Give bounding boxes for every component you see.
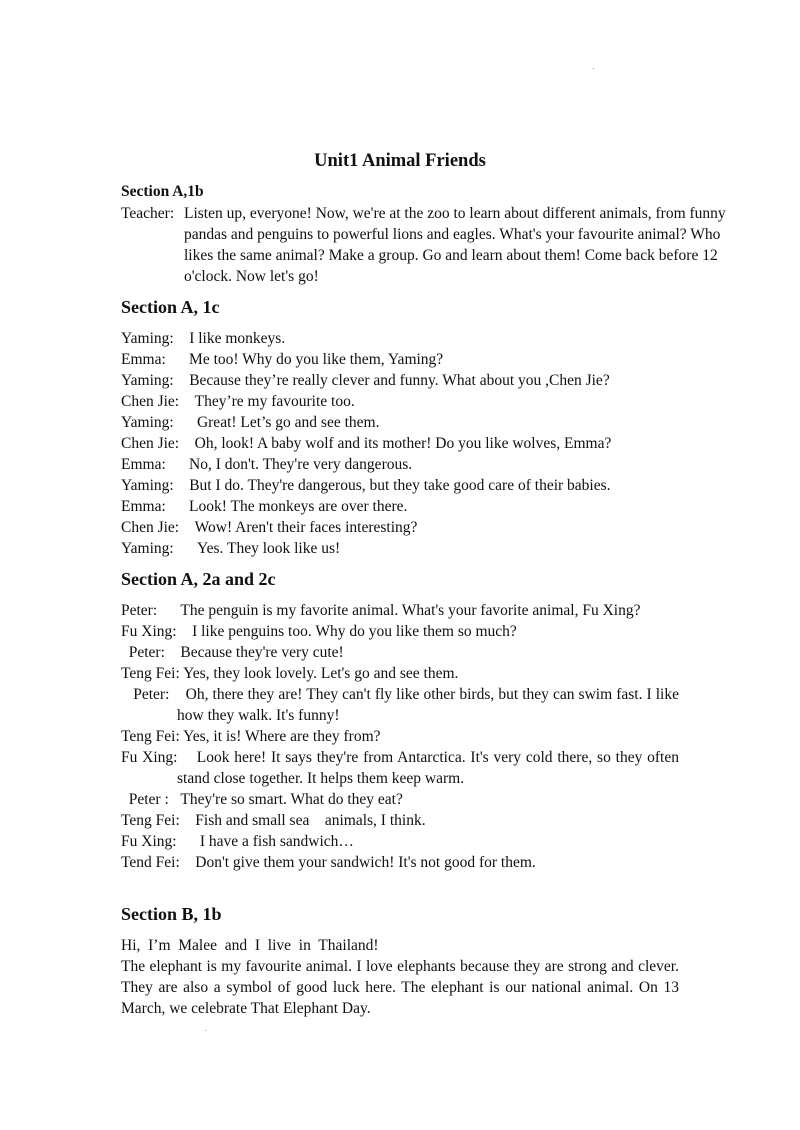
page-title: Unit1 Animal Friends — [314, 151, 486, 171]
elephant-paragraph: The elephant is my favourite animal. I love elephants because they are strong and clever. They are also a symbol of good luck here. The elephant is our national animal. On 13 March, we celebrate That Elephant Day. — [121, 958, 679, 1017]
malee-intro: Hi, I’m Malee and I live in Thailand! — [121, 937, 379, 954]
teacher-speaker: Teacher: — [121, 205, 175, 222]
teacher-text: Listen up, everyone! Now, we're at the zoo to learn about different animals, from funny pandas and penguins to powerful lions and eagles. What's your favourite animal? Who likes the same animal? Make a group. Go and learn about them! Come back before 12 o'clock. Now let's go! — [184, 205, 726, 285]
speaker: Fu Xing: — [121, 749, 178, 766]
line-text: Don't give them your sandwich! It's not good for them. — [195, 854, 536, 871]
speaker: Peter: — [121, 602, 158, 619]
line-text: No, I don't. They're very dangerous. — [189, 456, 413, 473]
dialogue-line — [121, 852, 679, 873]
line-text: But I do. They're dangerous, but they take good care of their babies. — [189, 477, 611, 494]
line-text: They’re my favourite too. — [194, 393, 355, 410]
teacher-paragraph — [121, 203, 742, 287]
speaker: Teng Fei: — [121, 728, 180, 745]
dialogue-line — [121, 747, 679, 789]
speaker: Peter: — [133, 686, 170, 703]
speck-bottom — [205, 1030, 206, 1031]
speaker: Fu Xing: — [121, 833, 177, 850]
speaker: Teng Fei: — [121, 665, 180, 682]
dialogue-line — [121, 726, 679, 747]
line-text: I like monkeys. — [189, 330, 286, 347]
line-text: Oh, look! A baby wolf and its mother! Do you like wolves, Emma? — [194, 435, 612, 452]
speaker: Tend Fei: — [121, 854, 180, 871]
dialogue-line — [121, 789, 679, 810]
line-text: Because they're very cute! — [180, 644, 344, 661]
dialogue-line — [121, 391, 679, 412]
dialogue-line — [121, 600, 679, 621]
speaker: Yaming: — [121, 414, 174, 431]
line-text: They're so smart. What do they eat? — [180, 791, 403, 808]
section-a-1b-heading: Section A,1b — [121, 183, 204, 200]
speaker: Yaming: — [121, 372, 174, 389]
speaker: Emma: — [121, 351, 166, 368]
line-text: Yes, it is! Where are they from? — [183, 728, 381, 745]
line-text: Wow! Aren't their faces interesting? — [194, 519, 418, 536]
dialogue-line — [121, 684, 679, 726]
speaker: Peter : — [128, 791, 169, 808]
line-text: Yes, they look lovely. Let's go and see them. — [183, 665, 459, 682]
line-text: The penguin is my favorite animal. What's your favorite animal, Fu Xing? — [180, 602, 641, 619]
speaker: Emma: — [121, 498, 166, 515]
dialogue-line — [121, 810, 679, 831]
line-text: Look here! It says they're from Antarctica. It's very cold there, so they often stand close together. It helps them keep warm. — [177, 749, 679, 787]
line-text: Oh, there they are! They can't fly like other birds, but they can swim fast. I like how they walk. It's funny! — [177, 686, 679, 724]
speaker: Yaming: — [121, 540, 174, 557]
line-text: Because they’re really clever and funny. What about you ,Chen Jie? — [189, 372, 610, 389]
speaker: Fu Xing: — [121, 623, 177, 640]
speaker: Chen Jie: — [121, 519, 180, 536]
line-text: I like penguins too. Why do you like them so much? — [192, 623, 517, 640]
dialogue-line — [121, 475, 679, 496]
section-b-1b-heading: Section B, 1b — [121, 904, 222, 924]
dialogue-line — [121, 621, 679, 642]
dialogue-line — [121, 517, 679, 538]
dialogue-line — [121, 370, 679, 391]
line-text: Fish and small sea animals, I think. — [195, 812, 426, 829]
speaker: Chen Jie: — [121, 393, 180, 410]
section-a-2a-heading: Section A, 2a and 2c — [121, 569, 276, 589]
dialogue-line — [121, 433, 679, 454]
speaker: Peter: — [128, 644, 165, 661]
speaker: Yaming: — [121, 477, 174, 494]
line-text: Great! Let’s go and see them. — [196, 414, 380, 431]
section-a-1c-heading: Section A, 1c — [121, 297, 220, 317]
dialogue-2a — [121, 600, 679, 873]
dialogue-line — [121, 663, 679, 684]
dialogue-line — [121, 496, 679, 517]
speaker: Chen Jie: — [121, 435, 180, 452]
dialogue-line — [121, 454, 679, 475]
speaker: Emma: — [121, 456, 166, 473]
line-text: Look! The monkeys are over there. — [189, 498, 408, 515]
dialogue-line — [121, 831, 679, 852]
line-text: Me too! Why do you like them, Yaming? — [189, 351, 444, 368]
speaker: Yaming: — [121, 330, 174, 347]
dialogue-1c — [121, 328, 679, 559]
dialogue-line — [121, 349, 679, 370]
dialogue-line — [121, 328, 679, 349]
dialogue-line — [121, 642, 679, 663]
line-text: I have a fish sandwich… — [199, 833, 354, 850]
speck-top — [593, 68, 594, 69]
line-text: Yes. They look like us! — [196, 540, 341, 557]
speaker: Teng Fei: — [121, 812, 180, 829]
dialogue-line — [121, 538, 679, 559]
dialogue-line — [121, 412, 679, 433]
